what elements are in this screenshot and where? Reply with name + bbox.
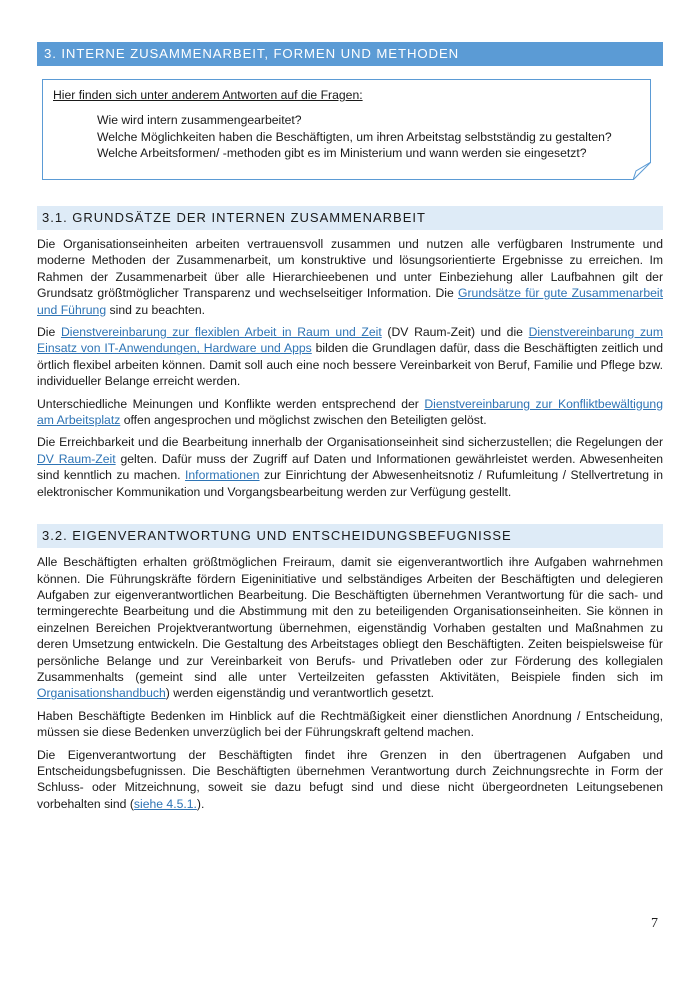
paragraph-text: Unterschiedliche Meinungen und Konflikte werden entsprechend der — [37, 396, 425, 411]
question-1: Wie wird intern zusammengearbeitet? — [97, 113, 302, 128]
link-siehe-4-5-1[interactable]: siehe 4.5.1. — [133, 796, 197, 811]
link-organisationshandbuch[interactable]: Organisationshandbuch — [37, 686, 166, 701]
paragraph: Die Dienstvereinbarung zur flexiblen Arbeit in Raum und Zeit (DV Raum-Zeit) und die Dienstvereinbarung zum Einsatz von IT-Anwendungen, Hardware und Apps bilden die Grundlagen dafür, dass die Beschäftigten zeitlich und örtlich flexibel arbeiten können. Damit soll auch eine noch bessere Vereinbarkeit von Beruf, Familie und Pflege bzw. individueller Belange erreicht werden. — [37, 325, 663, 389]
chapter-title: 3. INTERNE ZUSAMMENARBEIT, FORMEN UND METHODEN — [37, 42, 663, 66]
section-3-2-body — [37, 554, 663, 812]
question-3: Welche Arbeitsformen/ -methoden gibt es im Ministerium und wann werden sie eingesetzt? — [97, 145, 587, 160]
paragraph-text: ). — [196, 796, 205, 811]
section-heading-3-2: 3.2. EIGENVERANTWORTUNG UND ENTSCHEIDUNGSBEFUGNISSE — [37, 524, 663, 548]
link-dv-konflikt[interactable]: Dienstvereinbarung zur Konfliktbewältigung am Arbeitsplatz — [37, 396, 663, 428]
paragraph-text: bilden die Grundlagen dafür, dass die Beschäftigten zeitlich und örtlich flexibel arbeiten können. Damit soll auch eine noch bessere Vereinbarkeit von Beruf, Familie und Pflege bzw. individueller Belange erreicht werden. — [37, 341, 663, 389]
link-grundsaetze[interactable]: Grundsätze für gute Zusammenarbeit und Führung — [37, 286, 664, 317]
link-dv-it-anwendungen[interactable]: Dienstvereinbarung zum Einsatz von IT-Anwendungen, Hardware und Apps — [37, 325, 663, 356]
paragraph-text: Die Eigenverantwortung der Beschäftigten findet ihre Grenzen in den übertragenen Aufgaben und Entscheidungsbefugnissen. Die Beschäftigten übernehmen Verantwortung durch Zeichnungsrechte in Form der Schluss- oder Mitzeichnung, soweit sie dazu befugt sind und diese nicht übergeordneten Leitungsebenen vorbehalten sind ( — [37, 747, 663, 811]
link-dv-raum-zeit[interactable]: Dienstvereinbarung zur flexiblen Arbeit in Raum und Zeit — [60, 325, 382, 340]
questions-box — [42, 79, 651, 180]
paragraph — [37, 236, 663, 318]
page-fold-icon — [633, 162, 651, 180]
paragraph — [37, 396, 663, 429]
paragraph-text: Die Organisationseinheiten arbeiten vertrauensvoll zusammen und nutzen alle verfügbaren Instrumente und moderne Methoden der Zusammenarbeit, um konstruktive und lösungsorientierte Ergebnisse zu erreichen. Im Rahmen der Zusammenarbeit über alle Hierarchieebenen und unter Einbeziehung aller Laufbahnen gilt der Grundsatz größtmöglicher Transparenz und wechselseitiger Information. Die — [37, 237, 663, 301]
link-dv-raum-zeit-short[interactable]: DV Raum-Zeit — [37, 451, 116, 466]
page-number: 7 — [651, 916, 658, 931]
questions-intro: Hier finden sich unter anderem Antworten auf die Fragen: — [53, 88, 363, 102]
link-informationen[interactable]: Informationen — [185, 468, 260, 483]
paragraph-text: Alle Beschäftigten erhalten größtmöglichen Freiraum, damit sie eigenverantwortlich ihre Aufgaben wahrnehmen können. Die Führungskräfte fördern Eigeninitiative und selbständiges Arbeiten der Beschäftigten und delegieren Aufgaben zur eigenverantwortlichen Bearbeitung. Die Beschäftigten übernehmen Verantwortung für die sach- und termingerechte Bearbeitung und die Abstimmung mit den zu beteiligenden Organisationseinheiten. Sie können in einzelnen Bereichen Projektverantwortung übernehmen, eigenständig Vorhaben gestalten und Maßnahmen zu deren Umsetzung entwickeln. Die Gestaltung des Arbeitstages obliegt den Beschäftigten. Zeiten beispielsweise für persönliche Belange und zur Vereinbarkeit von Berufs- und Privatleben oder zur Förderung des kollegialen Zusammenhalts (gemeint sind alle unter Verteilzeiten gefassten Aktivitäten, Beispiele finden sich im — [37, 555, 663, 684]
paragraph-text: (DV Raum-Zeit) und die — [381, 325, 529, 340]
paragraph-text: gelten. Dafür muss der Zugriff auf Daten und Informationen gewährleistet werden. Abwesenheiten sind kenntlich zu machen. — [37, 451, 663, 483]
paragraph-text: zur Einrichtung der Abwesenheitsnotiz / Rufumleitung / Stellvertretung in elektronischer Kommunikation und Vorgangsbearbeitung werden zur Verfügung gestellt. — [37, 468, 664, 499]
paragraph-text: ) werden eigenständig und verantwortlich gesetzt. — [165, 686, 435, 701]
paragraph — [37, 434, 663, 500]
paragraph — [37, 747, 663, 813]
paragraph: Haben Beschäftigte Bedenken im Hinblick auf die Rechtmäßigkeit einer dienstlichen Anordnung / Entscheidung, müssen sie diese Bedenken unverzüglich bei der Führungskraft geltend machen. — [37, 708, 663, 740]
document-page — [37, 42, 663, 818]
paragraph-text: offen angesprochen und möglichst zwischen den Beteiligten gelöst. — [120, 413, 487, 428]
paragraph-text: Die Erreichbarkeit und die Bearbeitung innerhalb der Organisationseinheit sind sicherzustellen; die Regelungen der — [37, 435, 663, 450]
question-2: Welche Möglichkeiten haben die Beschäftigten, um ihren Arbeitstag selbstständig zu gestalten? — [97, 129, 612, 144]
section-heading-3-1: 3.1. GRUNDSÄTZE DER INTERNEN ZUSAMMENARBEIT — [37, 206, 663, 230]
paragraph-text: sind zu beachten. — [106, 302, 206, 317]
paragraph — [37, 554, 663, 702]
section-3-1-body — [37, 236, 663, 500]
